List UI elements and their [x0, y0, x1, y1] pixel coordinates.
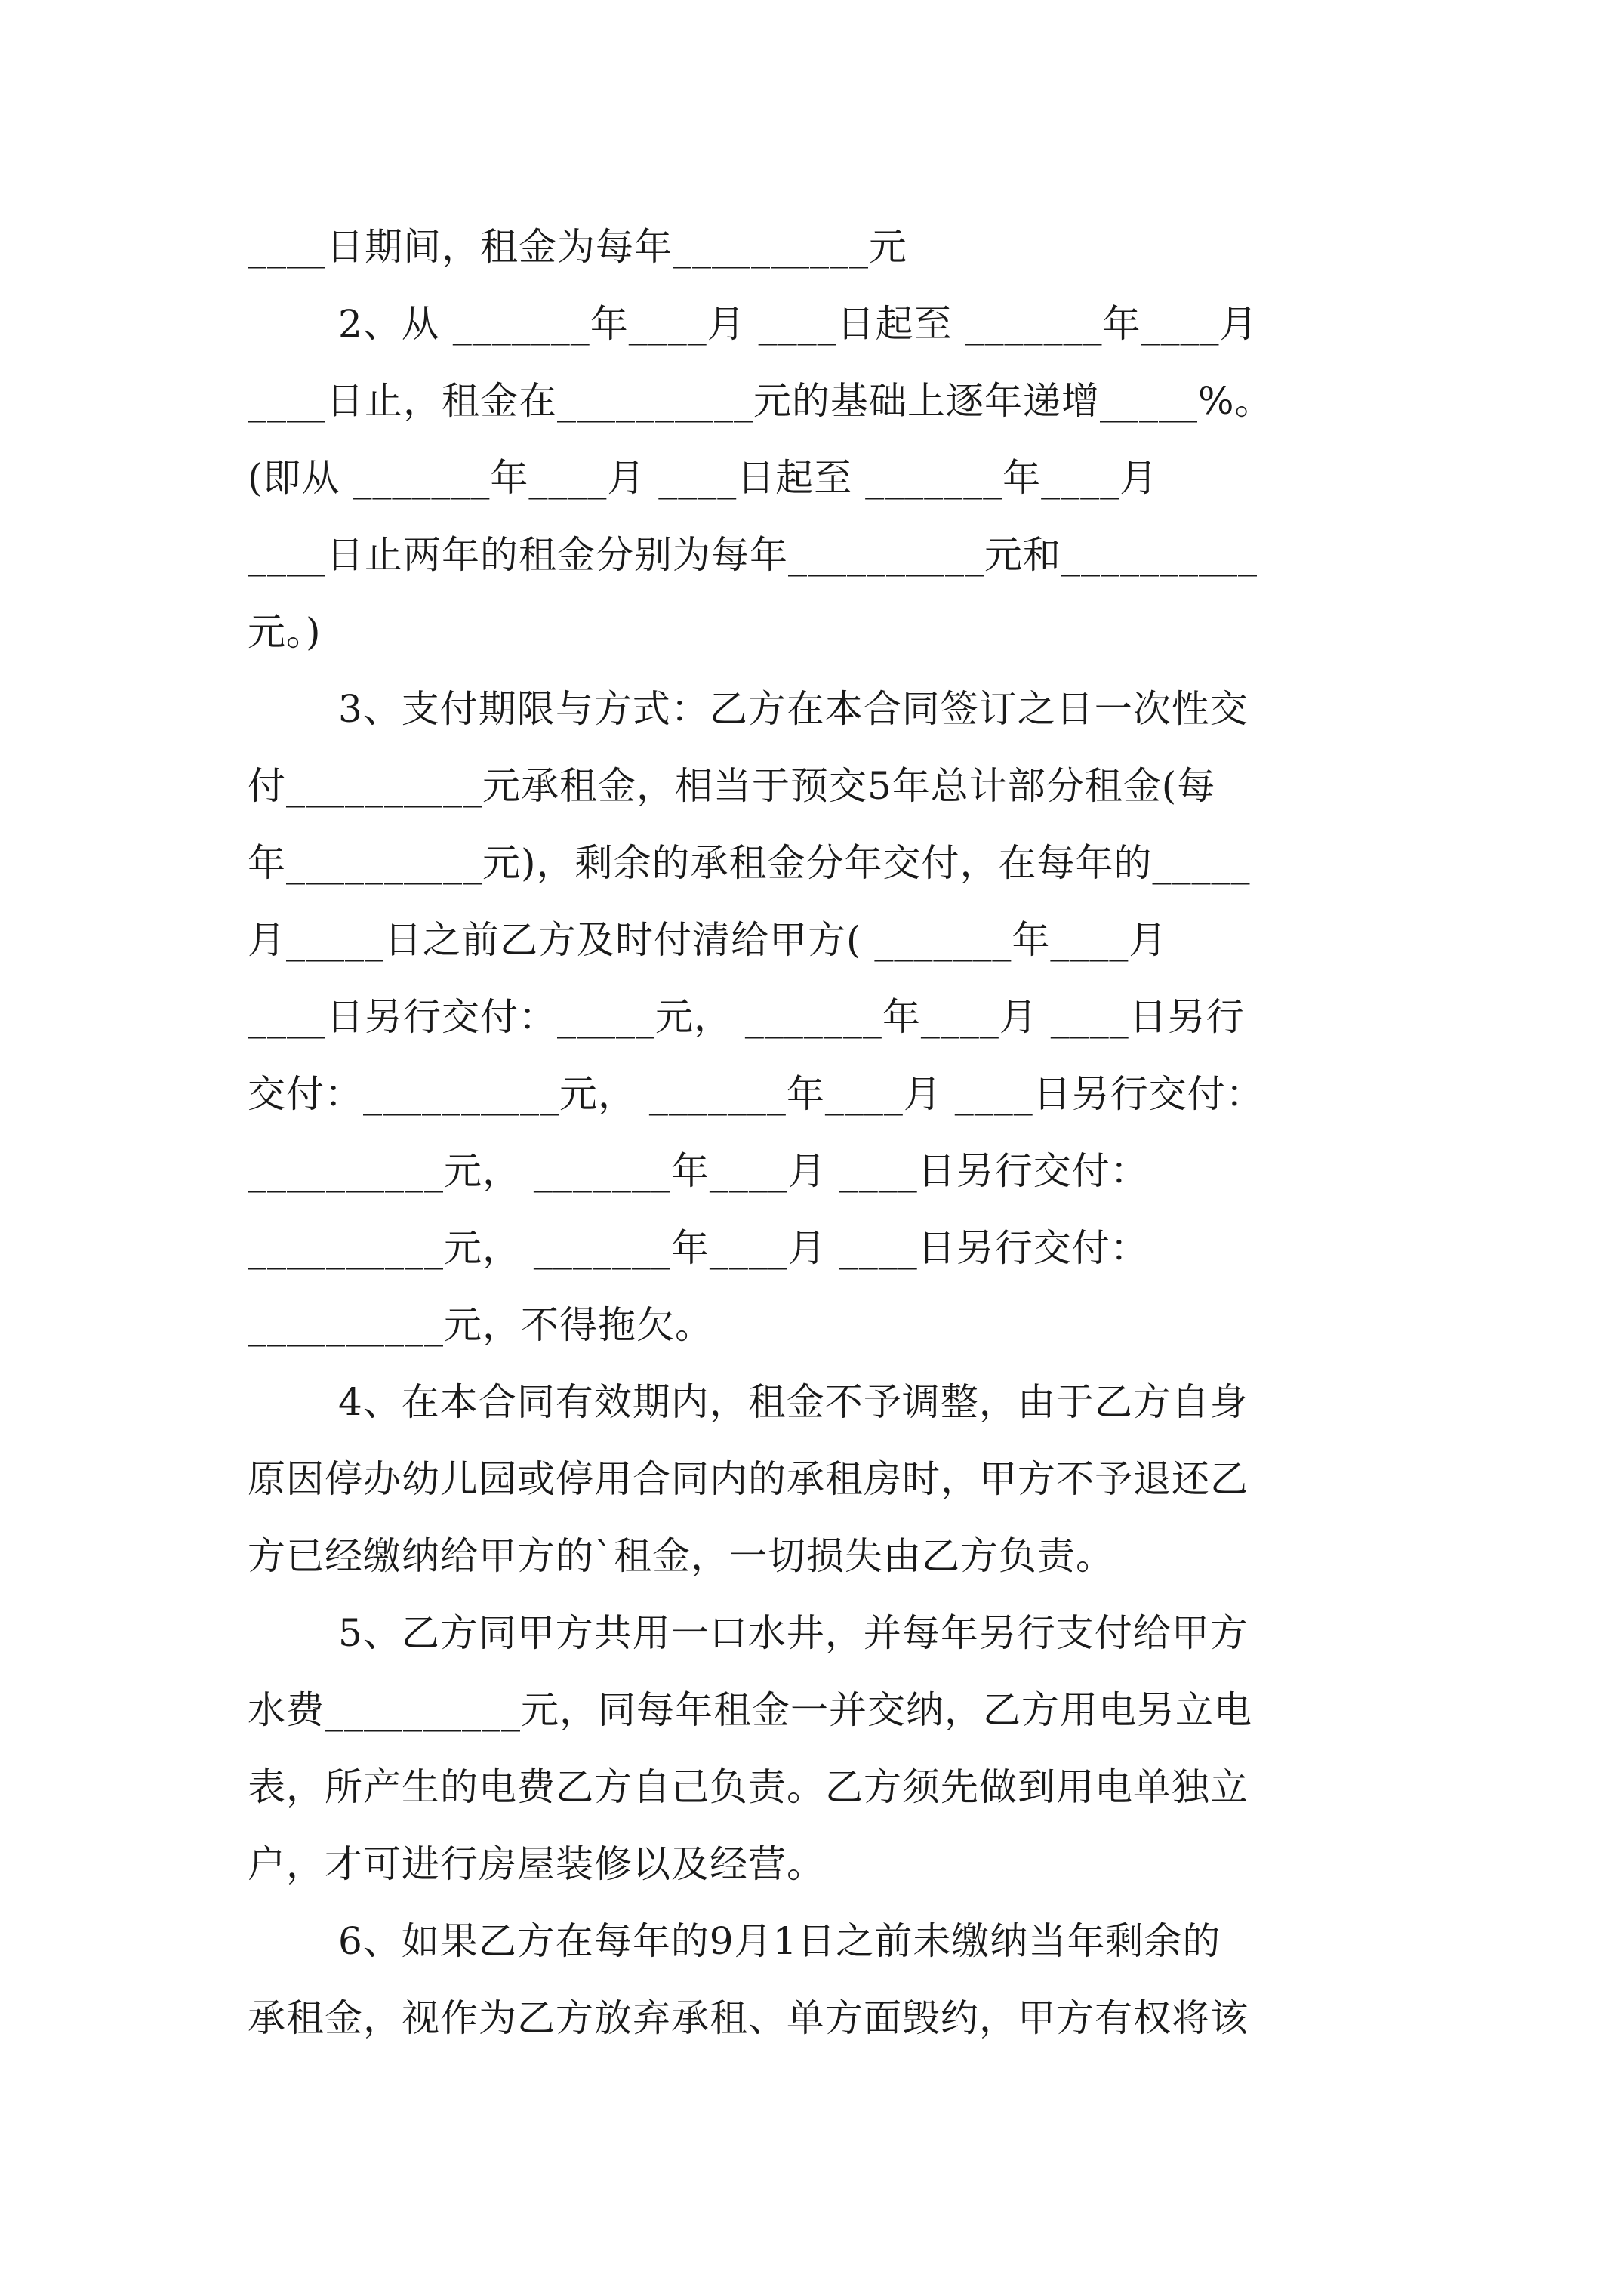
text-line: (即从 _______年____月 ____日起至 _______年____月 [248, 456, 1159, 500]
text-line: 交付：__________元， _______年____月 ____日另行交付： [248, 1072, 1264, 1116]
text-line: 元。) [248, 610, 322, 654]
text-line: 6、如果乙方在每年的9月1日之前未缴纳当年剩余的 [338, 1919, 1221, 1963]
text-line: 方已经缴纳给甲方的`租金，一切损失由乙方负责。 [248, 1534, 1114, 1578]
text-line: __________元， _______年____月 ____日另行交付： [248, 1226, 1149, 1270]
text-line: 年__________元)，剩余的承租金分年交付，在每年的_____ [248, 841, 1251, 885]
text-line: 月_____日之前乙方及时付清给甲方( _______年____月 [248, 918, 1168, 962]
text-line: ____日止两年的租金分别为每年__________元和__________ [248, 533, 1258, 577]
text-line: 表，所产生的电费乙方自己负责。乙方须先做到用电单独立 [248, 1765, 1249, 1809]
text-line: 户，才可进行房屋装修以及经营。 [248, 1842, 825, 1886]
text-line: 原因停办幼儿园或停用合同内的承租房时，甲方不予退还乙 [248, 1457, 1249, 1501]
text-line: 4、在本合同有效期内，租金不予调整，由于乙方自身 [338, 1380, 1249, 1424]
text-line: __________元， _______年____月 ____日另行交付： [248, 1149, 1149, 1193]
text-line: 承租金，视作为乙方放弃承租、单方面毁约，甲方有权将该 [248, 1996, 1249, 2040]
text-line: __________元，不得拖欠。 [248, 1303, 713, 1347]
text-line: 付__________元承租金，相当于预交5年总计部分租金(每 [248, 764, 1216, 808]
text-line: ____日另行交付：_____元， _______年____月 ____日另行 [248, 995, 1245, 1039]
text-line: ____日期间，租金为每年__________元 [248, 225, 907, 269]
text-line: 水费__________元，同每年租金一并交纳，乙方用电另立电 [248, 1688, 1252, 1732]
text-line: ____日止，租金在__________元的基础上逐年递增_____%。 [248, 379, 1273, 423]
text-line: 3、支付期限与方式：乙方在本合同签订之日一次性交 [338, 687, 1249, 731]
text-line: 5、乙方同甲方共用一口水井，并每年另行支付给甲方 [338, 1611, 1249, 1655]
text-line: 2、从 _______年____月 ____日起至 _______年____月 [338, 302, 1258, 346]
